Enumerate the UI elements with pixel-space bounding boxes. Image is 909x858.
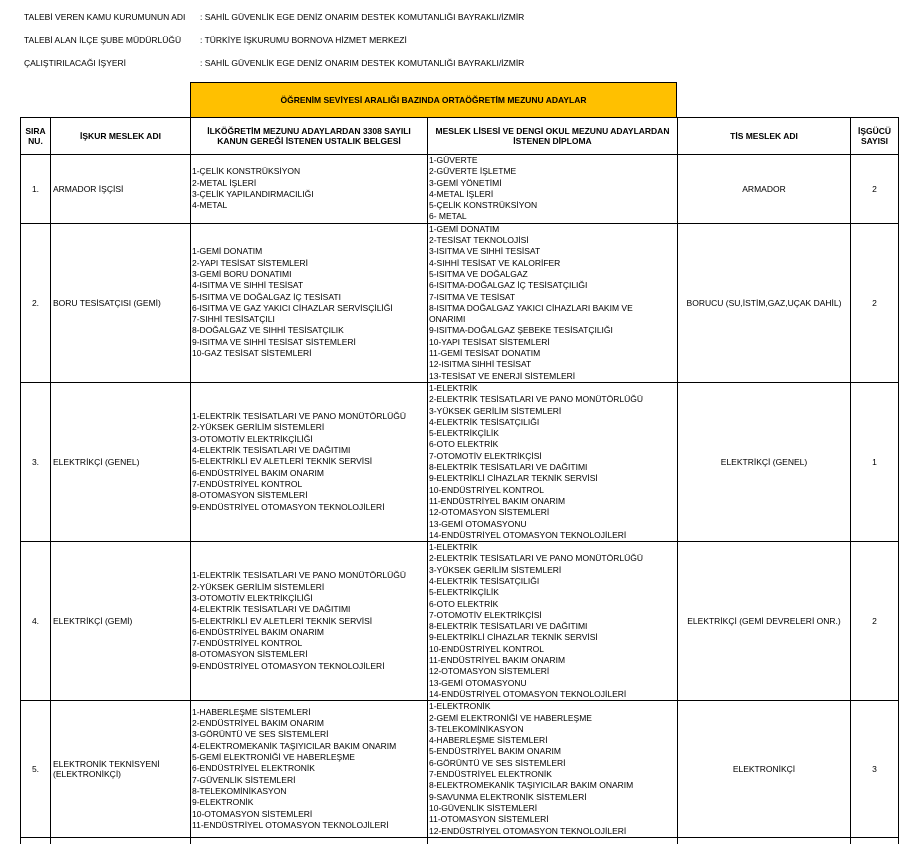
- list-item: 2-METAL İŞLERİ: [192, 177, 257, 188]
- list-item: 6-ENDÜSTRİYEL ELEKTRONİK: [192, 763, 315, 774]
- list-item: 4-ISITMA VE SIHHİ TESİSAT: [192, 280, 304, 291]
- list-item: 11-ENDÜSTRİYEL BAKIM ONARIM: [429, 655, 566, 666]
- list-item: 3-GEMİ YÖNETİMİ: [429, 177, 502, 188]
- apprenticeship-certificates: [191, 382, 428, 541]
- row-number: 1.: [21, 155, 51, 224]
- empty-cell: [191, 837, 428, 844]
- list-item: 13-GEMİ OTOMASYONU: [429, 677, 527, 688]
- list-item: 7-ENDÜSTRİYEL KONTROL: [192, 478, 303, 489]
- list-item: 8-OTOMASYON SİSTEMLERİ: [192, 649, 308, 660]
- vocational-diplomas: [428, 382, 678, 541]
- list-item: 1-HABERLEŞME SİSTEMLERİ: [192, 706, 311, 717]
- list-item: 7-OTOMOTİV ELEKTRİKÇİSİ: [429, 450, 542, 461]
- tis-occupation: ELEKTRONİKÇİ: [678, 701, 851, 838]
- list-item: 8-ELEKTRİK TESİSATLARI VE DAĞITIMI: [429, 621, 588, 632]
- iskur-occupation: ARMADOR İŞÇİSİ: [51, 155, 191, 224]
- list-item: 9-ELEKTRONİK: [192, 797, 254, 808]
- list-item: 4-HABERLEŞME SİSTEMLERİ: [429, 735, 548, 746]
- list-item: 6-ENDÜSTRİYEL BAKIM ONARIM: [192, 626, 324, 637]
- empty-cell: [678, 837, 851, 844]
- candidate-table: [20, 117, 899, 844]
- list-item: 10-OTOMASYON SİSTEMLERİ: [192, 808, 313, 819]
- col-header-tis: TİS MESLEK ADI: [678, 118, 851, 155]
- list-item: 2-ENDÜSTRİYEL BAKIM ONARIM: [192, 718, 324, 729]
- list-item: 1-ELEKTRİK TESİSATLARI VE PANO MONÜTÖRLÜĞÜ: [192, 570, 406, 581]
- list-item: 13-GEMİ OTOMASYONU: [429, 518, 527, 529]
- list-item: 3-ISITMA VE SIHHİ TESİSAT: [429, 246, 541, 257]
- branch-value: : TÜRKİYE İŞKURUMU BORNOVA HİZMET MERKEZİ: [200, 35, 407, 45]
- list-item: 12-ENDÜSTRİYEL OTOMASYON TEKNOLOJİLERİ: [429, 825, 627, 836]
- row-number: 2.: [21, 223, 51, 382]
- tis-occupation: ELEKTRİKÇİ (GEMİ DEVRELERİ ONR.): [678, 542, 851, 701]
- list-item: 3-TELEKOMİNİKASYON: [429, 723, 524, 734]
- list-item: 5-ISITMA VE DOĞALGAZ: [429, 268, 528, 279]
- requester-line: [24, 12, 524, 22]
- table-row: [21, 223, 899, 382]
- apprenticeship-certificates: [191, 701, 428, 838]
- list-item: 9-SAVUNMA ELEKTRONİK SİSTEMLERİ: [429, 791, 587, 802]
- list-item: 4-ELEKTRİK TESİSATÇILIĞI: [429, 575, 540, 586]
- apprenticeship-certificates: [191, 223, 428, 382]
- list-item: 6-OTO ELEKTRİK: [429, 598, 499, 609]
- list-item: 2-YÜKSEK GERİLİM SİSTEMLERİ: [192, 422, 325, 433]
- requester-value: : SAHİL GÜVENLİK EGE DENİZ ONARIM DESTEK KOMUTANLIĞI BAYRAKLI/İZMİR: [200, 12, 525, 22]
- list-item: 4-METAL: [192, 200, 228, 211]
- list-item: 10-GAZ TESİSAT SİSTEMLERİ: [192, 348, 312, 359]
- education-level-banner: ÖĞRENİM SEVİYESİ ARALIĞI BAZINDA ORTAÖĞRETİM MEZUNU ADAYLAR: [190, 82, 677, 117]
- list-item: 8-DOĞALGAZ VE SIHHİ TESİSATÇILIK: [192, 325, 344, 336]
- col-header-meslek-lisesi: MESLEK LİSESİ VE DENGİ OKUL MEZUNU ADAYLARDAN İSTENEN DİPLOMA: [428, 118, 678, 155]
- list-item: 8-OTOMASYON SİSTEMLERİ: [192, 490, 308, 501]
- list-item: 6- METAL: [429, 211, 467, 222]
- list-item: 2-GEMİ ELEKTRONİĞİ VE HABERLEŞME: [429, 712, 592, 723]
- list-item: 9-ENDÜSTRİYEL OTOMASYON TEKNOLOJİLERİ: [192, 660, 385, 671]
- list-item: 7-SIHHİ TESİSATÇILI: [192, 314, 275, 325]
- list-item: 3-OTOMOTİV ELEKTRİKÇİLİĞİ: [192, 592, 313, 603]
- list-item: 2-TESİSAT TEKNOLOJİSİ: [429, 235, 529, 246]
- table-row: [21, 155, 899, 224]
- list-item: 5-ELEKTRİKÇİLİK: [429, 587, 499, 598]
- list-item: 3-GEMİ BORU DONATIMI: [192, 268, 292, 279]
- list-item: 4-ELEKTRİK TESİSATLARI VE DAĞITIMI: [192, 445, 351, 456]
- list-item: 5-GEMİ ELEKTRONİĞİ VE HABERLEŞME: [192, 752, 355, 763]
- list-item: 3-GÖRÜNTÜ VE SES SİSTEMLERİ: [192, 729, 329, 740]
- list-item: 1-ELEKTRİK: [429, 382, 478, 393]
- list-item: 1-GÜVERTE: [429, 155, 478, 165]
- list-item: 2-ELEKTRİK TESİSATLARI VE PANO MONÜTÖRLÜĞÜ: [429, 394, 643, 405]
- list-item: 3-YÜKSEK GERİLİM SİSTEMLERİ: [429, 405, 562, 416]
- iskur-occupation: BORU TESİSATÇISI (GEMİ): [51, 223, 191, 382]
- col-header-isgucu: İŞGÜCÜ SAYISI: [851, 118, 899, 155]
- list-item: 8-ELEKTROMEKANİK TAŞIYICILAR BAKIM ONARIM: [429, 780, 634, 791]
- list-item: 9-ENDÜSTRİYEL OTOMASYON TEKNOLOJİLERİ: [192, 501, 385, 512]
- list-item: 1-ÇELİK KONSTRÜKSİYON: [192, 166, 301, 177]
- workforce-count: 3: [851, 701, 899, 838]
- list-item: 9-ELEKTRİKLİ CİHAZLAR TEKNİK SERVİSİ: [429, 473, 598, 484]
- requester-label: TALEBİ VEREN KAMU KURUMUNUN ADI: [24, 12, 186, 22]
- branch-label: TALEBİ ALAN İLÇE ŞUBE MÜDÜRLÜĞÜ: [24, 35, 182, 45]
- list-item: 8-ISITMA DOĞALGAZ YAKICI CİHAZLARI BAKIM VE: [429, 302, 633, 313]
- list-item: 12-ISITMA SIHHİ TESİSAT: [429, 359, 532, 370]
- list-item: 8-TELEKOMİNİKASYON: [192, 785, 287, 796]
- col-header-ilkogretim: İLKÖĞRETİM MEZUNU ADAYLARDAN 3308 SAYILI KANUN GEREĞİ İSTENEN USTALIK BELGESİ: [191, 118, 428, 155]
- list-item: 11-OTOMASYON SİSTEMLERİ: [429, 814, 549, 825]
- iskur-occupation: ELEKTRONİK TEKNİSYENİ (ELEKTRONİKÇİ): [51, 701, 191, 838]
- list-item: 4-SIHHİ TESİSAT VE KALORİFER: [429, 257, 561, 268]
- list-item: 5-ELEKTRİKÇİLİK: [429, 428, 499, 439]
- list-item: 1-ELEKTRİK TESİSATLARI VE PANO MONÜTÖRLÜĞÜ: [192, 411, 406, 422]
- row-number: 4.: [21, 542, 51, 701]
- row-number: 5.: [21, 701, 51, 838]
- workplace-value: : SAHİL GÜVENLİK EGE DENİZ ONARIM DESTEK KOMUTANLIĞI BAYRAKLI/İZMİR: [200, 58, 525, 68]
- col-header-sira: SIRA NU.: [21, 118, 51, 155]
- workforce-count: 1: [851, 382, 899, 541]
- list-item: 14-ENDÜSTRİYEL OTOMASYON TEKNOLOJİLERİ: [429, 688, 627, 699]
- workforce-count: 2: [851, 542, 899, 701]
- list-item: 2-YÜKSEK GERİLİM SİSTEMLERİ: [192, 581, 325, 592]
- list-item: 11-GEMİ TESİSAT DONATIM: [429, 348, 541, 359]
- list-item: 4-ELEKTROMEKANİK TAŞIYICILAR BAKIM ONARIM: [192, 740, 397, 751]
- tis-occupation: ARMADOR: [678, 155, 851, 224]
- branch-line: [24, 35, 407, 45]
- list-item: 4-METAL İŞLERİ: [429, 188, 494, 199]
- apprenticeship-certificates: [191, 155, 428, 224]
- vocational-diplomas: [428, 542, 678, 701]
- list-item: 8-ELEKTRİK TESİSATLARI VE DAĞITIMI: [429, 462, 588, 473]
- workforce-count: 2: [851, 155, 899, 224]
- table-row: [21, 382, 899, 541]
- list-item: 3-YÜKSEK GERİLİM SİSTEMLERİ: [429, 564, 562, 575]
- tis-occupation: ELEKTRİKÇİ (GENEL): [678, 382, 851, 541]
- iskur-occupation: ELEKTRİKÇİ (GENEL): [51, 382, 191, 541]
- list-item: 2-GÜVERTE İŞLETME: [429, 166, 517, 177]
- list-item: 9-ELEKTRİKLİ CİHAZLAR TEKNİK SERVİSİ: [429, 632, 598, 643]
- list-item: 1-GEMİ DONATIM: [192, 246, 263, 257]
- table-header-row: [21, 118, 899, 155]
- list-item: 6-ISITMA-DOĞALGAZ İÇ TESİSATÇILIĞI: [429, 280, 588, 291]
- list-item: 10-YAPI TESİSAT SİSTEMLERİ: [429, 336, 550, 347]
- iskur-occupation: ELEKTRİKÇİ (GEMİ): [51, 542, 191, 701]
- list-item: 4-ELEKTRİK TESİSATÇILIĞI: [429, 416, 540, 427]
- table-row-cutoff: [21, 837, 899, 844]
- list-item: 1-ELEKTRONİK: [429, 701, 491, 712]
- list-item: 10-ENDÜSTRİYEL KONTROL: [429, 484, 544, 495]
- list-item: 10-GÜVENLİK SİSTEMLERİ: [429, 802, 538, 813]
- empty-cell: [51, 837, 191, 844]
- list-item: 2-ELEKTRİK TESİSATLARI VE PANO MONÜTÖRLÜĞÜ: [429, 553, 643, 564]
- list-item: 14-ENDÜSTRİYEL OTOMASYON TEKNOLOJİLERİ: [429, 529, 627, 540]
- list-item: 5-ELEKTRİKLİ EV ALETLERİ TEKNİK SERVİSİ: [192, 615, 373, 626]
- list-item: 5-ENDÜSTRİYEL BAKIM ONARIM: [429, 746, 561, 757]
- list-item: 3-OTOMOTİV ELEKTRİKÇİLİĞİ: [192, 433, 313, 444]
- empty-cell: [851, 837, 899, 844]
- list-item: 12-OTOMASYON SİSTEMLERİ: [429, 507, 550, 518]
- table-row: [21, 701, 899, 838]
- list-item: 1-ELEKTRİK: [429, 542, 478, 553]
- workplace-line: [24, 58, 524, 68]
- list-item: 7-OTOMOTİV ELEKTRİKÇİSİ: [429, 609, 542, 620]
- list-item: 7-ENDÜSTRİYEL KONTROL: [192, 638, 303, 649]
- list-item: 2-YAPI TESİSAT SİSTEMLERİ: [192, 257, 309, 268]
- list-item: 5-ISITMA VE DOĞALGAZ İÇ TESİSATI: [192, 291, 341, 302]
- list-item: 9-ISITMA VE SIHHİ TESİSAT SİSTEMLERİ: [192, 336, 356, 347]
- list-item: 10-ENDÜSTRİYEL KONTROL: [429, 643, 544, 654]
- list-item: 4-ELEKTRİK TESİSATLARI VE DAĞITIMI: [192, 604, 351, 615]
- vocational-diplomas: [428, 701, 678, 838]
- vocational-diplomas: [428, 223, 678, 382]
- table-row: [21, 542, 899, 701]
- workplace-label: ÇALIŞTIRILACAĞI İŞYERİ: [24, 58, 127, 68]
- list-item: 6-ENDÜSTRİYEL BAKIM ONARIM: [192, 467, 324, 478]
- list-item: 5-ELEKTRİKLİ EV ALETLERİ TEKNİK SERVİSİ: [192, 456, 373, 467]
- apprenticeship-certificates: [191, 542, 428, 701]
- col-header-iskur: İŞKUR MESLEK ADI: [51, 118, 191, 155]
- list-item: 12-OTOMASYON SİSTEMLERİ: [429, 666, 550, 677]
- vocational-diplomas: [428, 155, 678, 224]
- list-item: ONARIMI: [429, 314, 466, 325]
- list-item: 6-OTO ELEKTRİK: [429, 439, 499, 450]
- list-item: 9-ISITMA-DOĞALGAZ ŞEBEKE TESİSATÇILIĞI: [429, 325, 613, 336]
- empty-cell: [21, 837, 51, 844]
- empty-cell: [428, 837, 678, 844]
- list-item: 5-ÇELİK KONSTRÜKSİYON: [429, 200, 538, 211]
- list-item: 1-GEMİ DONATIM: [429, 223, 500, 234]
- list-item: 7-ISITMA VE TESİSAT: [429, 291, 516, 302]
- list-item: 13-TESİSAT VE ENERJİ SİSTEMLERİ: [429, 370, 576, 381]
- row-number: 3.: [21, 382, 51, 541]
- list-item: 11-ENDÜSTRİYEL OTOMASYON TEKNOLOJİLERİ: [192, 819, 389, 830]
- workforce-count: 2: [851, 223, 899, 382]
- list-item: 6-ISITMA VE GAZ YAKICI CİHAZLAR SERVİSÇİLİĞİ: [192, 302, 393, 313]
- list-item: 7-GÜVENLİK SİSTEMLERİ: [192, 774, 296, 785]
- list-item: 7-ENDÜSTRİYEL ELEKTRONİK: [429, 769, 552, 780]
- list-item: 11-ENDÜSTRİYEL BAKIM ONARIM: [429, 495, 566, 506]
- list-item: 6-GÖRÜNTÜ VE SES SİSTEMLERİ: [429, 757, 566, 768]
- tis-occupation: BORUCU (SU,İSTİM,GAZ,UÇAK DAHİL): [678, 223, 851, 382]
- list-item: 3-ÇELİK YAPILANDIRMACILIĞI: [192, 188, 314, 199]
